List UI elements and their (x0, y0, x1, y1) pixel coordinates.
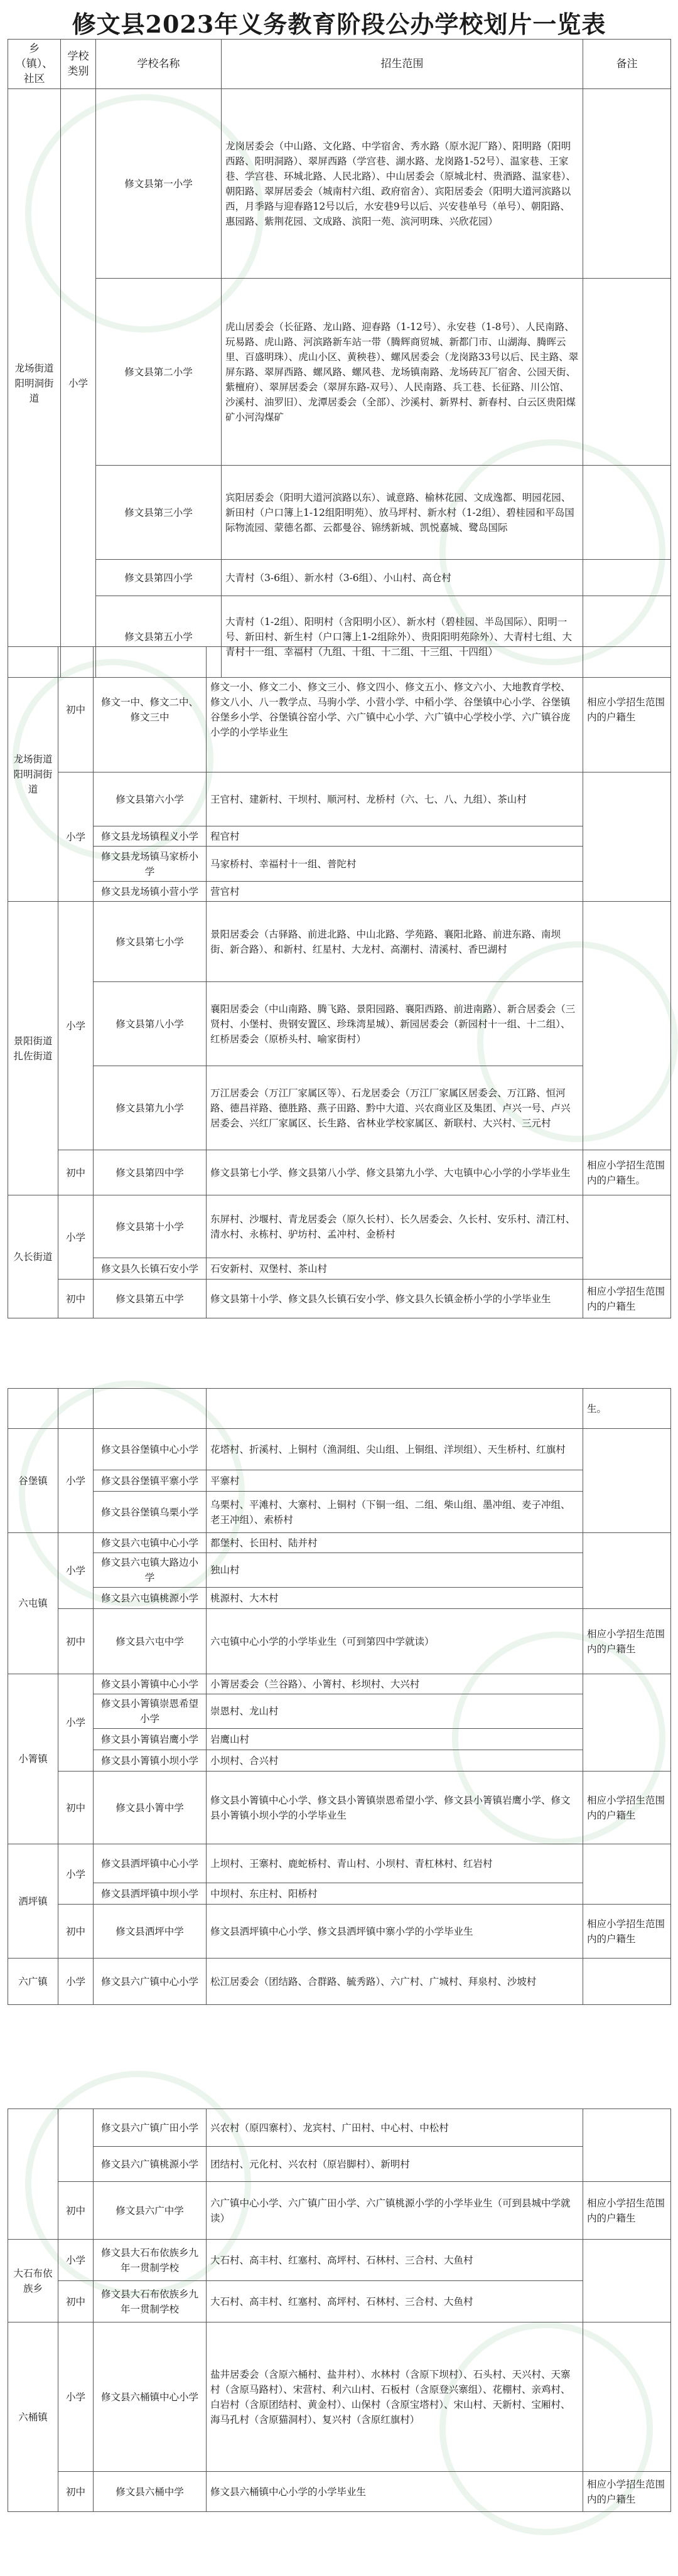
table-row (8, 1470, 671, 1492)
page-title: 修文县2023年义务教育阶段公办学校划片一览表 (72, 10, 606, 38)
school-cell: 修文县六桶中学 (94, 2472, 207, 2512)
table-row (8, 1883, 671, 1905)
scope-cell: 东屏村、沙堰村、青龙居委会（原久长村）、长久居委会、久长村、安乐村、清江村、清水村、永栋村、驴坊村、孟冲村、金桥村 (207, 1195, 583, 1258)
school-cell: 修文县小箐镇岩鹰小学 (94, 1729, 207, 1750)
school-cell: 修文县第八小学 (94, 982, 207, 1066)
level-cell: 小学 (58, 772, 94, 902)
district-cell: 六广镇 (8, 1959, 58, 2005)
level-cell: 小学 (58, 1959, 94, 2005)
school-cell: 修文县第二小学 (96, 279, 222, 466)
table-row (8, 2472, 671, 2512)
scope-cell: 万江居委会（万江厂家属区等）、石龙居委会（万江厂家属区居委会、万江路、恒河路、德昌祥路、德胜路、燕子田路、黔中大道、兴农商业区及集团、卢兴一号、卢兴居委会、兴红厂家属区、长生路、省林业学校家属区、新联村、大兴村、三元村 (207, 1066, 583, 1150)
table-row (8, 1195, 671, 1258)
school-cell: 修文县小箐镇中心小学 (94, 1674, 207, 1694)
school-cell: 修文县龙场镇马家桥小学 (94, 847, 207, 882)
table-row (8, 647, 671, 772)
table-row (8, 1588, 671, 1609)
level-cell: 小学 (58, 1429, 94, 1533)
scope-cell: 兴农村（原四寨村）、龙宾村、广田村、中心村、中松村 (207, 2109, 583, 2147)
school-cell: 修文县小箐镇小坝小学 (94, 1750, 207, 1772)
table-row (8, 2322, 671, 2472)
school-cell: 修文县小箐中学 (94, 1772, 207, 1844)
school-cell: 修文县第六小学 (94, 772, 207, 826)
note-cell (583, 902, 671, 1150)
school-cell: 修文县洒坪镇中坝小学 (94, 1883, 207, 1905)
scope-cell: 马家桥村、幸福村十一组、普陀村 (207, 847, 583, 882)
level-cell: 小学 (58, 2240, 94, 2281)
level-cell: 小学 (61, 89, 96, 678)
scope-cell: 崇恩村、龙山村 (207, 1694, 583, 1729)
school-cell: 修文县第三小学 (96, 466, 222, 560)
school-cell: 修文县六屯镇中心小学 (94, 1533, 207, 1553)
table-row (8, 1389, 671, 1429)
table-row (8, 847, 671, 882)
table-row (8, 1066, 671, 1150)
school-cell: 修文县六桶镇中心小学 (94, 2322, 207, 2472)
table-row (8, 1959, 671, 2005)
scope-cell: 小箐居委会（兰谷路）、小箐村、杉坝村、大兴村 (207, 1674, 583, 1694)
note-cell (583, 1959, 671, 2005)
note-cell: 生。 (583, 1389, 671, 1429)
scope-cell: 修文县第七小学、修文县第八小学、修文县第九小学、大屯镇中心小学的小学毕业生 (207, 1150, 583, 1195)
scope-cell: 王官村、建新村、干坝村、顺河村、龙桥村（六、七、八、九组）、茶山村 (207, 772, 583, 826)
table-row (8, 1674, 671, 1694)
district-cell: 大石布依族乡 (8, 2240, 58, 2322)
table-row (8, 902, 671, 982)
district-cell: 龙场街道阳明洞街道 (8, 647, 58, 902)
table-page-4 (8, 2108, 671, 2512)
district-cell: 谷堡镇 (8, 1429, 58, 1533)
table-row (8, 772, 671, 826)
scope-cell: 小坝村、合兴村 (207, 1750, 583, 1772)
scope-cell: 上坝村、王寨村、鹿蛇桥村、青山村、小坝村、青杠林村、红岩村 (207, 1844, 583, 1883)
note-cell (583, 2109, 671, 2182)
note-cell (583, 772, 671, 902)
school-cell: 修文县龙场镇小营小学 (94, 882, 207, 902)
note-cell: 相应小学招生范围内的户籍生 (583, 647, 671, 772)
level-cell: 初中 (58, 1609, 94, 1674)
school-cell: 修文县第一小学 (96, 89, 222, 279)
scope-cell: 大石村、高丰村、红塞村、高坪村、石林村、三合村、大鱼村 (207, 2240, 583, 2281)
scope-cell: 中坝村、东庄村、阳桥村 (207, 1883, 583, 1905)
district-cell: 洒坪镇 (8, 1844, 58, 1959)
table-row (8, 1905, 671, 1959)
table-row (8, 1772, 671, 1844)
school-cell: 修文一中、修文二中、修文三中 (94, 647, 207, 772)
level-cell: 初中 (58, 1150, 94, 1195)
school-cell: 修文县大石布依族乡九年一贯制学校 (94, 2240, 207, 2281)
level-cell: 初中 (58, 2281, 94, 2322)
note-cell: 相应小学招生范围内的户籍生 (583, 1905, 671, 1959)
table-row (8, 2182, 671, 2240)
scope-cell: 修文县六桶镇中心小学的小学毕业生 (207, 2472, 583, 2512)
header-school: 学校名称 (96, 40, 222, 89)
school-cell: 修文县第七小学 (94, 902, 207, 982)
note-cell: 相应小学招生范围内的户籍生 (583, 1280, 671, 1318)
district-cell: 久长街道 (8, 1195, 58, 1318)
note-cell (583, 2322, 671, 2472)
school-cell: 修文县第九小学 (94, 1066, 207, 1150)
scope-cell: 六屯镇中心小学的小学毕业生（可到第四中学就读） (207, 1609, 583, 1674)
note-cell (583, 1674, 671, 1772)
table-row (8, 1429, 671, 1470)
school-cell: 修文县六广中学 (94, 2182, 207, 2240)
scope-cell: 营官村 (207, 882, 583, 902)
scope-cell: 虎山居委会（长征路、龙山路、迎春路（1-12号）、永安巷（1-8号）、人民南路、玩易路、虎山路、河滨路新车站一带（腾辉商贸城、新都门市、山湖海、腾晖云里、百盛明珠）、虎山小区、黄秧巷）、螺风居委会（龙岗路33号以后、民主路、翠屏东路、翠屏西路、螺风路、螺风巷、龙场镇南路、龙场砖瓦厂宿舍、公园天街、紫檀府）、翠屏居委会（翠屏东路-双号）、人民南路、兵工巷、长征路、川公馆、沙溪村、油罗旧）、龙潭居委会（全部）、沙溪村、新界村、新春村、白云区贵阳煤矿小河沟煤矿 (222, 279, 583, 466)
level-cell: 初中 (58, 647, 94, 772)
level-cell: 初中 (58, 1280, 94, 1318)
table-row (8, 560, 671, 596)
scope-cell: 襄阳居委会（中山南路、腾飞路、景阳园路、襄阳西路、前进南路）、新合居委会（三贤村、小堡村、贵钢安置区、珍珠湾星城）、新园居委会（新园村十一组、十二组）、红桥居委会（原桥头村、喻家街村） (207, 982, 583, 1066)
school-cell: 修文县第五中学 (94, 1280, 207, 1318)
note-cell: 相应小学招生范围内的户籍生 (583, 2182, 671, 2240)
level-cell: 初中 (58, 1772, 94, 1844)
scope-cell: 景阳居委会（古驿路、前进北路、中山北路、学苑路、襄阳北路、前进东路、南坝街、新合路）、和新村、红星村、大龙村、高潮村、清溪村、香巴湖村 (207, 902, 583, 982)
table-row (8, 1280, 671, 1318)
district-cell: 龙场街道阳明洞街道 (8, 89, 61, 678)
table-row (8, 882, 671, 902)
school-cell: 修文县大石布依族乡九年一贯制学校 (94, 2281, 207, 2322)
note-cell (583, 1844, 671, 1905)
school-cell: 修文县六广镇中心小学 (94, 1959, 207, 2005)
scope-cell: 修文一小、修文二小、修文三小、修文四小、修文五小、修文六小、大地教育学校、修文八小、八一教学点、马驹小学、小营小学、中稻小学、谷堡镇中心小学、谷堡镇谷堡乡小学、谷堡镇谷窑小学、六广镇中心小学、六广镇中心学校小学、六广镇谷庞小学的小学毕业生 (207, 647, 583, 772)
level-cell: 小学 (58, 1844, 94, 1905)
scope-cell: 岩鹰山村 (207, 1729, 583, 1750)
table-row (8, 279, 671, 466)
note-cell (583, 279, 671, 466)
scope-cell: 团结村、元化村、兴农村（原岩脚村）、新明村 (207, 2147, 583, 2182)
level-cell: 小学 (58, 2322, 94, 2472)
school-cell: 修文县洒坪中学 (94, 1905, 207, 1959)
note-cell (583, 560, 671, 596)
school-cell: 修文县龙场镇程义小学 (94, 826, 207, 847)
level-cell: 初中 (58, 2182, 94, 2240)
note-cell (583, 1533, 671, 1609)
school-cell: 修文县第四中学 (94, 1150, 207, 1195)
scope-cell: 桃源村、大木村 (207, 1588, 583, 1609)
table-row (8, 982, 671, 1066)
table-row (8, 2281, 671, 2322)
scope-cell: 乌栗村、平滩村、大寨村、上铜村（下铜一组、二组、柴山组、墨冲组、麦子冲组、老王冲组）、索桥村 (207, 1492, 583, 1533)
scope-cell: 平寨村 (207, 1470, 583, 1492)
table-page-2 (8, 646, 671, 1318)
scope-cell: 修文县洒坪镇中心小学、修文县洒坪镇中寨小学的小学毕业生 (207, 1905, 583, 1959)
note-cell (583, 89, 671, 279)
table-row (8, 89, 671, 279)
scope-cell: 修文县第十小学、修文县久长镇石安小学、修文县久长镇金桥小学的小学毕业生 (207, 1280, 583, 1318)
table-row (8, 1553, 671, 1588)
scope-cell: 大青村（3-6组）、新水村（3-6组）、小山村、高仓村 (222, 560, 583, 596)
district-cell: 小箐镇 (8, 1674, 58, 1844)
level-cell: 初中 (58, 2472, 94, 2512)
note-cell: 相应小学招生范围内的户籍生 (583, 1772, 671, 1844)
note-cell: 相应小学招生范围内的户籍生 (583, 1609, 671, 1674)
scope-cell: 大石村、高丰村、红塞村、高坪村、石林村、三合村、大鱼村 (207, 2281, 583, 2322)
table-row (8, 2240, 671, 2281)
table-row (8, 1533, 671, 1553)
table-row (8, 1750, 671, 1772)
scope-cell: 修文县小箐镇中心小学、修文县小箐镇崇恩希望小学、修文县小箐镇岩鹰小学、修文县小箐镇小坝小学的小学毕业生 (207, 1772, 583, 1844)
level-cell: 初中 (58, 1905, 94, 1959)
scope-cell: 花塔村、折溪村、上铜村（渔洞组、尖山组、上铜组、洋坝组）、天生桥村、红旗村 (207, 1429, 583, 1470)
scope-cell: 松江居委会（团结路、合群路、毓秀路）、六广村、广城村、拜泉村、沙坡村 (207, 1959, 583, 2005)
table-row (8, 1258, 671, 1280)
note-cell: 相应小学招生范围内的户籍生 (583, 2472, 671, 2512)
header-district: 乡（镇）、社区 (8, 40, 61, 89)
note-cell (583, 466, 671, 560)
table-row (8, 1492, 671, 1533)
table-page-1 (8, 39, 671, 678)
scope-cell: 宾阳居委会（阳明大道河滨路以东）、诚意路、榆林花园、文成逸都、明园花园、新田村（户口簿上1-12组阳明苑）、放马坪村、新水村（1-2组）、碧桂园和平岛国际物流园、蒙德名都、云都曼谷、锦绣新城、凯悦嘉城、鹭岛国际 (222, 466, 583, 560)
table-page-3 (8, 1388, 671, 2005)
school-cell: 修文县小箐镇崇恩希望小学 (94, 1694, 207, 1729)
school-cell: 修文县六屯镇桃源小学 (94, 1588, 207, 1609)
table-row (8, 466, 671, 560)
table-row (8, 1844, 671, 1883)
district-cell (8, 2109, 58, 2240)
district-cell: 景阳街道扎佐街道 (8, 902, 58, 1195)
level-cell: 小学 (58, 1195, 94, 1280)
school-cell: 修文县谷堡镇中心小学 (94, 1429, 207, 1470)
scope-cell: 石安新村、双堡村、茶山村 (207, 1258, 583, 1280)
note-cell (583, 1429, 671, 1533)
level-cell: 小学 (58, 902, 94, 1150)
district-cell: 六屯镇 (8, 1533, 58, 1674)
school-cell: 修文县谷堡镇乌栗小学 (94, 1492, 207, 1533)
table-row (8, 1150, 671, 1195)
table-row (8, 2109, 671, 2147)
level-cell: 小学 (58, 1533, 94, 1609)
scope-cell: 大青村（1-2组）、阳明村（含阳明小区）、新水村（碧桂园、半岛国际）、阳明一号、新田村、新生村（户口簿上1-2组除外）、贵阳阳明苑除外）、大青村七组、大青村十一组、幸福村（九组、十组、十二组、十三组、十四组） (222, 596, 583, 678)
school-cell: 修文县六屯镇大路边小学 (94, 1553, 207, 1588)
school-cell: 修文县六广镇广田小学 (94, 2109, 207, 2147)
level-cell: 小学 (58, 1674, 94, 1772)
school-cell: 修文县六广镇桃源小学 (94, 2147, 207, 2182)
table-row (8, 1609, 671, 1674)
scope-cell: 独山村 (207, 1553, 583, 1588)
scope-cell: 盐井居委会（含原六桶村、盐井村）、水林村（含原下坝村）、石头村、天兴村、天寨村（含原马路村）、宋营村、利六山村、石板村（含原登兴寨组）、花棚村、亲鸡村、白岩村（含原团结村、黄金村）、山保村（含原宝塔村）、宋山村、天新村、宝厢村、海马孔村（含原猫洞村）、复兴村（含原红旗村） (207, 2322, 583, 2472)
scope-cell: 程官村 (207, 826, 583, 847)
scope-cell: 龙岗居委会（中山路、文化路、中学宿舍、秀水路（原水泥厂路）、阳明路（阳明西路、阳明洞路）、翠屏西路（学宫巷、湖水路、龙岗路1-52号）、温家巷、王家巷、学宫巷、环城北路、人民北路）、中山居委会（原城北村、贵酒路、温家巷）、朝阳路、翠屏居委会（城南村六组、政府宿舍）、宾阳居委会（阳明大道河滨路以西，月季路与迎春路12号以后，水安巷9号以后、兴安巷单号（单号）、朝阳路、惠园路、紫荆花园、文成路、滨阳一苑、滨河明珠、兴欣花园） (222, 89, 583, 279)
school-cell: 修文县第十小学 (94, 1195, 207, 1258)
table-row (8, 2147, 671, 2182)
school-cell: 修文县久长镇石安小学 (94, 1258, 207, 1280)
table-row (8, 1694, 671, 1729)
table-row (8, 826, 671, 847)
school-cell: 修文县谷堡镇平寨小学 (94, 1470, 207, 1492)
header-note: 备注 (583, 40, 671, 89)
note-cell (583, 2240, 671, 2322)
note-cell (583, 1195, 671, 1280)
scope-cell: 六广镇中心小学、六广镇广田小学、六广镇桃源小学的小学毕业生（可到县城中学就读） (207, 2182, 583, 2240)
scope-cell: 都堡村、长田村、陆并村 (207, 1533, 583, 1553)
school-cell: 修文县洒坪镇中心小学 (94, 1844, 207, 1883)
note-cell: 相应小学招生范围内的户籍生。 (583, 1150, 671, 1195)
school-cell: 修文县六屯中学 (94, 1609, 207, 1674)
district-cell: 六桶镇 (8, 2322, 58, 2512)
school-cell: 修文县第四小学 (96, 560, 222, 596)
header-scope: 招生范围 (222, 40, 583, 89)
level-cell (58, 2109, 94, 2182)
table-row (8, 1729, 671, 1750)
school-cell: 修文县第五小学 (96, 596, 222, 678)
header-level: 学校类别 (61, 40, 96, 89)
table-header (8, 40, 671, 89)
